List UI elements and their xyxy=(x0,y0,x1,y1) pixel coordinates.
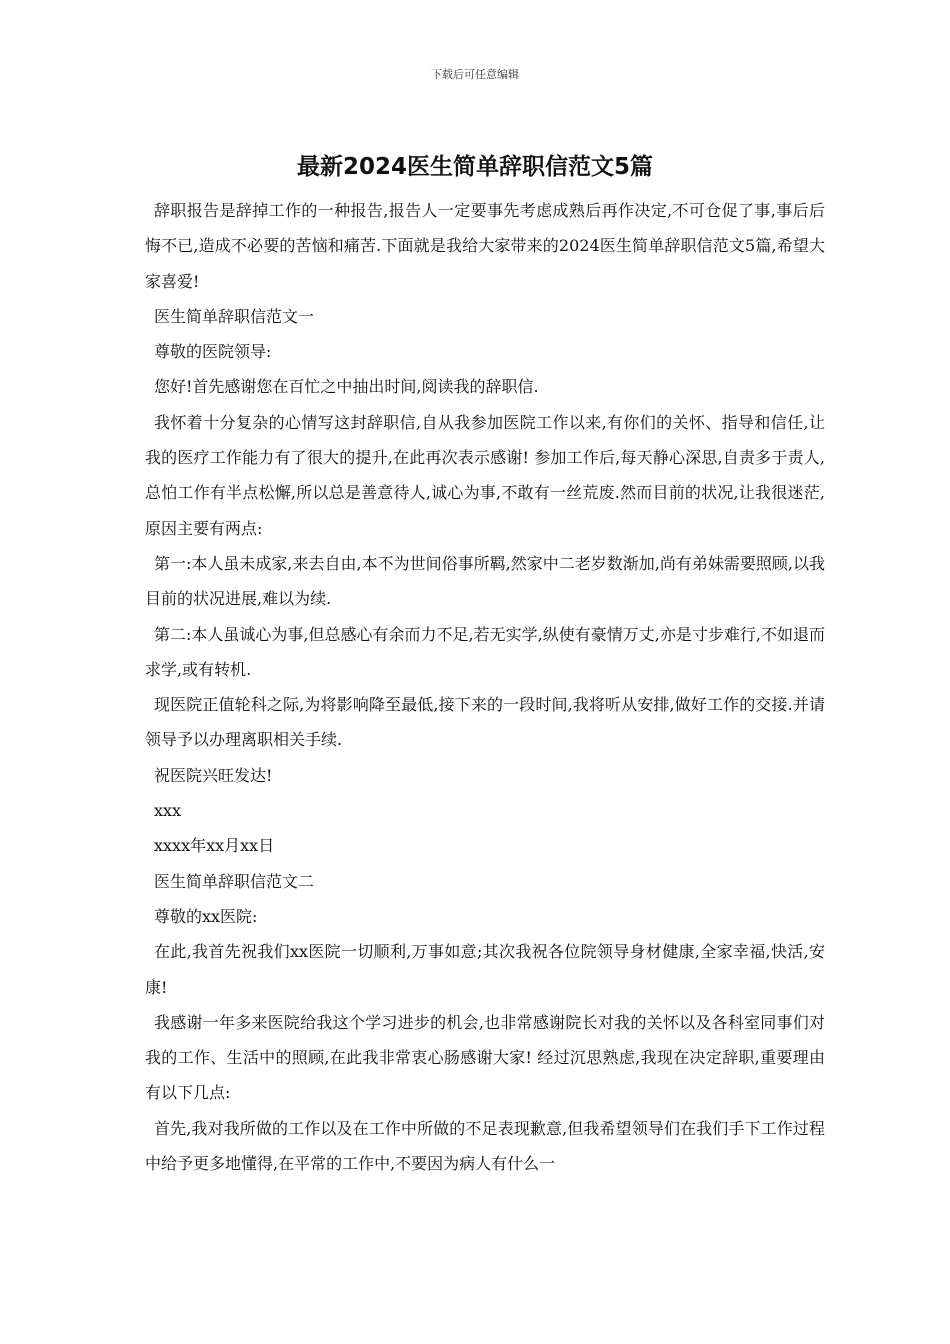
paragraph: 第一:本人虽未成家,来去自由,本不为世间俗事所羁,然家中二老岁数渐加,尚有弟妹需要照顾,以我目前的状况进展,难以为续. xyxy=(145,553,825,609)
paragraph: 第二:本人虽诚心为事,但总感心有余而力不足,若无实学,纵使有豪情万丈,亦是寸步难行,不如退而求学,或有转机. xyxy=(145,624,825,679)
header-note: 下载后可任意编辑 xyxy=(431,68,519,81)
closing-wish: 祝医院兴旺发达! xyxy=(154,765,273,785)
paragraph: 我感谢一年多来医院给我这个学习进步的机会,也非常感谢院长对我的关怀以及各科室同事们对我的工作、生活中的照顾,在此我非常衷心肠感谢大家! 经过沉思熟虑,我现在决定辞职,重要理由有以下几点: xyxy=(145,1012,825,1103)
paragraph: 在此,我首先祝我们xx医院一切顺利,万事如意;其次我祝各位院领导身材健康,全家幸福,快活,安康! xyxy=(145,942,825,997)
paragraph: 您好!首先感谢您在百忙之中抽出时间,阅读我的辞职信. xyxy=(154,377,539,397)
paragraph-intro: 辞职报告是辞掉工作的一种报告,报告人一定要事先考虑成熟后再作决定,不可仓促了事,事后后悔不已,造成不必要的苦恼和痛苦.下面就是我给大家带来的2024医生简单辞职信范文5篇,希望大家喜爱! xyxy=(145,201,825,291)
section-heading-1: 医生简单辞职信范文一 xyxy=(154,306,315,326)
paragraph: 我怀着十分复杂的心情写这封辞职信,自从我参加医院工作以来,有你们的关怀、指导和信任,让我的医疗工作能力有了很大的提升,在此再次表示感谢! 参加工作后,每天静心深思,自责多于责人,总怕工作有半点松懈,所以总是善意待人,诚心为事,不敢有一丝荒废.然而目前的状况,让我很迷茫,原因主要有两点: xyxy=(145,412,825,538)
salutation-1: 尊敬的医院领导: xyxy=(154,342,272,362)
paragraph: 首先,我对我所做的工作以及在工作中所做的不足表现歉意,但我希望领导们在我们手下工作过程中给予更多地懂得,在平常的工作中,不要因为病人有什么一 xyxy=(145,1118,825,1174)
signature-date: xxxx年xx月xx日 xyxy=(154,836,275,856)
document-title: 最新2024医生简单辞职信范文5篇 xyxy=(296,154,654,180)
section-heading-2: 医生简单辞职信范文二 xyxy=(154,871,315,891)
paragraph: 现医院正值轮科之际,为将影响降至最低,接下来的一段时间,我将听从安排,做好工作的交接.并请领导予以办理离职相关手续. xyxy=(145,695,825,750)
salutation-2: 尊敬的xx医院: xyxy=(154,906,258,926)
document-body xyxy=(145,193,825,1181)
signature-name: xxx xyxy=(154,801,182,821)
